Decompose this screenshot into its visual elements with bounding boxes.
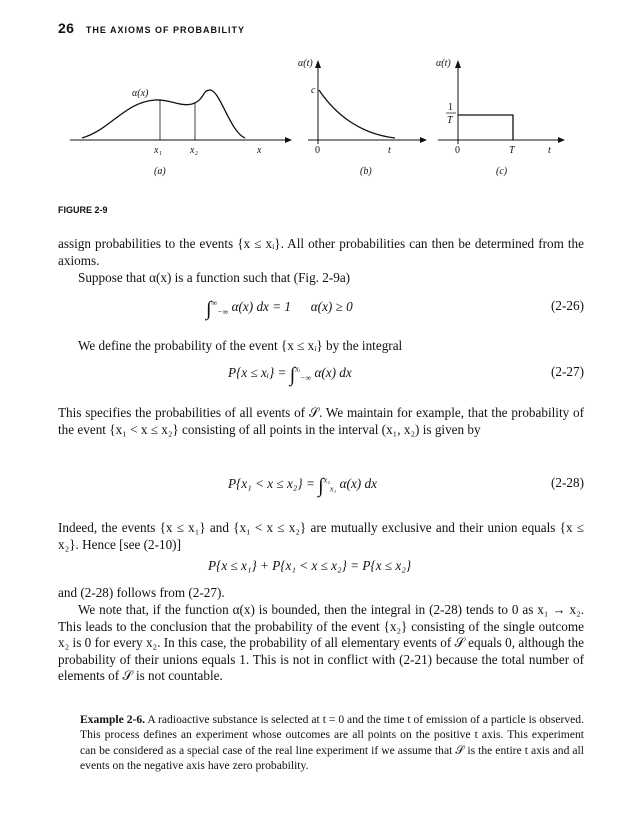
equation-number: (2-28) — [551, 475, 584, 490]
panel-b-decay-curve — [319, 90, 395, 138]
panel-b-y-label: α(t) — [298, 58, 313, 69]
upper-limit: x₂ — [323, 475, 330, 485]
panel-b-axis-label: t — [388, 145, 391, 156]
equation-number: (2-26) — [551, 298, 584, 313]
panel-c-uniform-density — [458, 115, 513, 140]
upper-limit: xᵢ — [295, 364, 301, 374]
panel-c-y-arrow-icon — [455, 60, 461, 68]
equation-body: α(x) dx — [339, 476, 377, 491]
paragraph-6: and (2-28) follows from (2-27). — [58, 585, 225, 600]
panel-c-origin: 0 — [455, 145, 460, 156]
panel-c-arrow-icon — [558, 137, 565, 143]
lower-limit: −∞ — [300, 373, 312, 383]
example-text: A radioactive substance is selected at t = 0 and the time t of emission of a particle is observed. This process defines an experiment whose outcomes are all points on the positive t axis. This experiment can be considered as a special case of the real line experiment if we assume that 𝒮 is the entire t axis and all events on the negative axis have zero probability. — [80, 713, 584, 773]
equation-body: α(x) dx — [314, 365, 352, 380]
equation-2-27 — [58, 364, 584, 388]
panel-a-curve-label: α(x) — [132, 88, 149, 99]
running-title: THE AXIOMS OF PROBABILITY — [85, 25, 245, 35]
panel-a-x1-label: x₁ — [154, 145, 162, 156]
running-head — [58, 20, 245, 36]
equation-union — [58, 558, 584, 582]
equation-2-28 — [58, 475, 584, 499]
panel-b-origin: 0 — [315, 145, 320, 156]
equation-body: α(x) dx = 1 α(x) ≥ 0 — [231, 299, 353, 314]
paragraph-2: Suppose that α(x) is a function such that (Fig. 2-9a) — [78, 270, 351, 285]
example-2-6 — [80, 712, 584, 774]
panel-b-y-arrow-icon — [315, 60, 321, 68]
paragraph-5: Indeed, the events {x ≤ x₁} and {x₁ < x ≤ x₂} are mutually exclusive and their union equals {x ≤ x₂}. Hence [see (2-10)] — [58, 520, 584, 552]
paragraph-3: We define the probability of the event {x ≤ xᵢ} by the integral — [78, 338, 403, 353]
integral-sign: ∫ — [289, 364, 296, 386]
figure-caption: FIGURE 2-9 — [58, 205, 108, 215]
equation-lhs: P{x ≤ xᵢ} = — [228, 365, 290, 380]
equation-2-26 — [58, 298, 584, 322]
lower-limit: −∞ — [217, 307, 229, 317]
upper-limit: ∞ — [211, 298, 218, 308]
panel-b-sublabel: (b) — [360, 166, 372, 177]
panel-a — [70, 88, 292, 177]
paragraph-7: We note that, if the function α(x) is bounded, then the integral in (2-28) tends to 0 as x₁ → x₂. This leads to the conclusion that the probability of the event {x₂} consisting of the single outcome x₂ is 0 for every x₂. In this case, the probability of all elementary events of 𝒮 equals 0, although the probability of their unions equals 1. This is not in conflict with (2-21) because the total number of elements of 𝒮 is not countable. — [58, 602, 584, 684]
panel-c-frac-den: T — [447, 115, 453, 126]
panel-c-axis-label: t — [548, 145, 551, 156]
panel-a-arrow-icon — [285, 137, 292, 143]
page-number: 26 — [58, 20, 75, 36]
equation-body: P{x ≤ x₁} + P{x₁ < x ≤ x₂} = P{x ≤ x₂} — [208, 558, 412, 573]
panel-c-sublabel: (c) — [496, 166, 508, 177]
paragraph-1: assign probabilities to the events {x ≤ xᵢ}. All other probabilities can then be determined from the axioms. — [58, 236, 584, 268]
panel-c — [436, 58, 565, 177]
equation-lhs: P{x₁ < x ≤ x₂} = — [228, 476, 319, 491]
panel-a-x2-label: x₂ — [190, 145, 198, 156]
panel-c-y-label: α(t) — [436, 58, 451, 69]
panel-b-arrow-icon — [420, 137, 427, 143]
example-label: Example 2-6. — [80, 713, 146, 726]
panel-c-T-label: T — [509, 145, 515, 156]
panel-c-frac-num: 1 — [448, 102, 453, 113]
integral-sign: ∫ — [206, 298, 212, 320]
panel-b — [298, 58, 427, 177]
figure-2-9 — [70, 52, 570, 202]
paragraph-4: This specifies the probabilities of all events of 𝒮. We maintain for example, that the probability of the event {x₁ < x ≤ x₂} consisting of all points in the interval (x₁, x₂) is given by — [58, 405, 584, 437]
panel-a-sublabel: (a) — [154, 166, 166, 177]
lower-limit: x₁ — [329, 484, 337, 494]
panel-a-axis-label: x — [257, 145, 262, 156]
integral-sign: ∫ — [318, 475, 324, 497]
panel-b-c-label: c — [311, 85, 316, 96]
equation-number: (2-27) — [551, 364, 584, 379]
panel-a-density-curve — [82, 90, 245, 138]
